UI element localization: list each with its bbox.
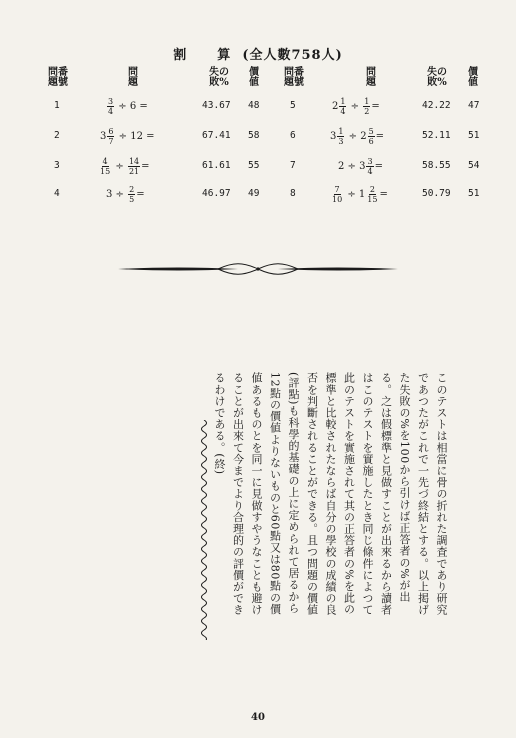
header-problem-text: 問 題 xyxy=(128,67,138,88)
page-number: 40 xyxy=(251,712,265,723)
row-3-frac-b xyxy=(128,157,140,176)
row-1-frac-num: 3 xyxy=(108,97,114,106)
row-3-problem: $\frac{4}{15}$ ÷ $\frac{14}{21}$ = xyxy=(100,157,150,176)
row-5-no: 5 xyxy=(290,100,296,111)
row-2-fail: 67.41 xyxy=(202,130,231,141)
row-8-frac-b xyxy=(366,185,378,204)
paragraph-1: このテストは相當に骨の折れた調査であり研究であつたがこれで一先づ終結とする。以上掲げた失敗の%を100から引けば正答者の%が出る。之は假標準と見做すことが出來るから讀者はこのテストを實施したとき同じ條件によつて此のテストを實施されて其の正答者の%を此の標準と比較されたならば自分の學校の成績の良否を判斷されることができる。且つ問題の價値(評點)も科學的基礎の上に定められて居るから12點の價値よりないものと60點又は80點の價値あるものとを同一に見做すやうなことも避けることが出來て今までより合理的の評價ができるわけである。(終) xyxy=(213,372,448,616)
row-5-problem: 2 $\frac{1}{4}$ ÷ $\frac{1}{2}$ = xyxy=(332,97,380,116)
row-3-frac-b-den: 21 xyxy=(128,167,140,176)
row-3-op: ÷ xyxy=(115,161,124,172)
row-4-fail: 46.97 xyxy=(202,188,231,199)
title-char-2: 算 xyxy=(217,48,232,63)
row-2-frac-den: 7 xyxy=(108,137,114,146)
row-3-frac-a-num: 4 xyxy=(102,157,108,166)
row-8-frac-a-den: 10 xyxy=(332,195,343,204)
row-7-frac-num: 3 xyxy=(367,157,373,166)
row-3-frac-a xyxy=(99,157,111,176)
header-value xyxy=(244,68,264,88)
row-6-value: 51 xyxy=(468,130,480,141)
row-4-frac-num: 2 xyxy=(129,185,135,194)
row-5-frac-b-den: 2 xyxy=(364,107,370,116)
row-5-frac-a-den: 4 xyxy=(340,107,346,116)
row-6-frac-a-num: 1 xyxy=(338,127,344,136)
row-7-problem: 2 ÷ 3 $\frac{3}{4}$ = xyxy=(338,157,383,176)
row-6-fail: 52.11 xyxy=(422,130,451,141)
row-4-problem: 3 ÷ $\frac{2}{5}$ = xyxy=(106,185,145,204)
row-7-value: 54 xyxy=(468,160,480,171)
row-2-int: 3 xyxy=(100,131,107,142)
header-value-2 xyxy=(463,68,483,88)
ornament-divider xyxy=(118,262,398,276)
row-2-no: 2 xyxy=(54,130,60,141)
header-fail xyxy=(202,68,236,88)
row-7-no: 7 xyxy=(290,160,296,171)
row-8-frac-b-num: 2 xyxy=(369,185,375,194)
header-value-2-text: 價 値 xyxy=(468,67,478,88)
row-6-frac-b-den: 6 xyxy=(368,137,374,146)
row-1-frac-den: 4 xyxy=(108,107,114,116)
row-8-op: ÷ 1 xyxy=(347,189,366,200)
header-no-2 xyxy=(282,68,306,88)
row-5-frac-a xyxy=(339,97,346,116)
results-table xyxy=(20,66,496,206)
row-8-problem: $\frac{7}{10}$ ÷ 1 $\frac{2}{15}$ = xyxy=(332,185,388,204)
row-4-frac-den: 5 xyxy=(129,195,135,204)
row-3-value: 55 xyxy=(248,160,260,171)
row-8-no: 8 xyxy=(290,188,296,199)
row-7-frac xyxy=(366,157,373,176)
row-8-value: 51 xyxy=(468,188,480,199)
body-text xyxy=(210,372,451,622)
row-4-value: 49 xyxy=(248,188,260,199)
row-3-frac-b-num: 14 xyxy=(128,157,140,166)
row-5-frac-b-num: 1 xyxy=(364,97,370,106)
row-5-int: 2 xyxy=(332,101,339,112)
title-char-1: 割 xyxy=(173,48,188,63)
row-2-frac-num: 6 xyxy=(108,127,114,136)
header-no xyxy=(46,68,70,88)
row-6-int-a: 3 xyxy=(330,131,337,142)
title-note: (全人數758人) xyxy=(242,48,343,63)
header-problem-2 xyxy=(350,68,392,88)
row-7-frac-den: 4 xyxy=(367,167,373,176)
section-title xyxy=(0,44,516,63)
row-6-op: ÷ 2 xyxy=(348,131,367,142)
row-5-value: 47 xyxy=(468,100,480,111)
header-value-text: 價 値 xyxy=(249,67,259,88)
row-2-problem xyxy=(100,127,190,146)
row-6-frac-b xyxy=(368,127,375,146)
row-7-lead: 2 ÷ 3 xyxy=(338,161,366,172)
row-6-frac-a xyxy=(337,127,344,146)
header-no-2-text: 問番 題號 xyxy=(284,67,304,88)
row-3-frac-a-den: 15 xyxy=(100,167,111,176)
row-3-fail: 61.61 xyxy=(202,160,231,171)
header-fail-2 xyxy=(420,68,454,88)
header-no-text: 問番 題號 xyxy=(48,67,68,88)
row-6-no: 6 xyxy=(290,130,296,141)
row-2-value: 58 xyxy=(248,130,260,141)
row-2-rest: ÷ 12 = xyxy=(118,131,155,142)
row-1-problem-rest: ÷ 6 = xyxy=(118,101,148,112)
row-1-value: 48 xyxy=(248,100,260,111)
row-7-fail: 58.55 xyxy=(422,160,451,171)
row-3-no: 3 xyxy=(54,160,60,171)
row-1-no: 1 xyxy=(54,100,60,111)
row-6-frac-a-den: 3 xyxy=(338,137,344,146)
row-6-problem: 3 $\frac{1}{3}$ ÷ 2 $\frac{5}{6}$ = xyxy=(330,127,385,146)
row-2-frac xyxy=(107,127,114,146)
margin-squiggle xyxy=(198,420,210,640)
row-5-frac-a-num: 1 xyxy=(340,97,346,106)
header-problem xyxy=(112,68,154,88)
header-fail-2-text: 失の 敗% xyxy=(427,67,447,88)
row-6-frac-b-num: 5 xyxy=(368,127,374,136)
row-8-frac-b-den: 15 xyxy=(367,195,378,204)
row-1-frac xyxy=(107,97,114,116)
row-8-frac-a-num: 7 xyxy=(334,185,340,194)
row-5-fail: 42.22 xyxy=(422,100,451,111)
row-5-op: ÷ xyxy=(350,101,360,112)
row-4-lead: 3 ÷ xyxy=(106,189,124,200)
row-8-fail: 50.79 xyxy=(422,188,451,199)
row-4-frac xyxy=(128,185,135,204)
row-1-problem xyxy=(106,97,186,116)
row-8-frac-a xyxy=(331,185,343,204)
row-4-no: 4 xyxy=(54,188,60,199)
row-5-frac-b xyxy=(363,97,370,116)
header-fail-text: 失の 敗% xyxy=(209,67,229,88)
header-problem-2-text: 問 題 xyxy=(366,67,376,88)
row-1-fail: 43.67 xyxy=(202,100,231,111)
